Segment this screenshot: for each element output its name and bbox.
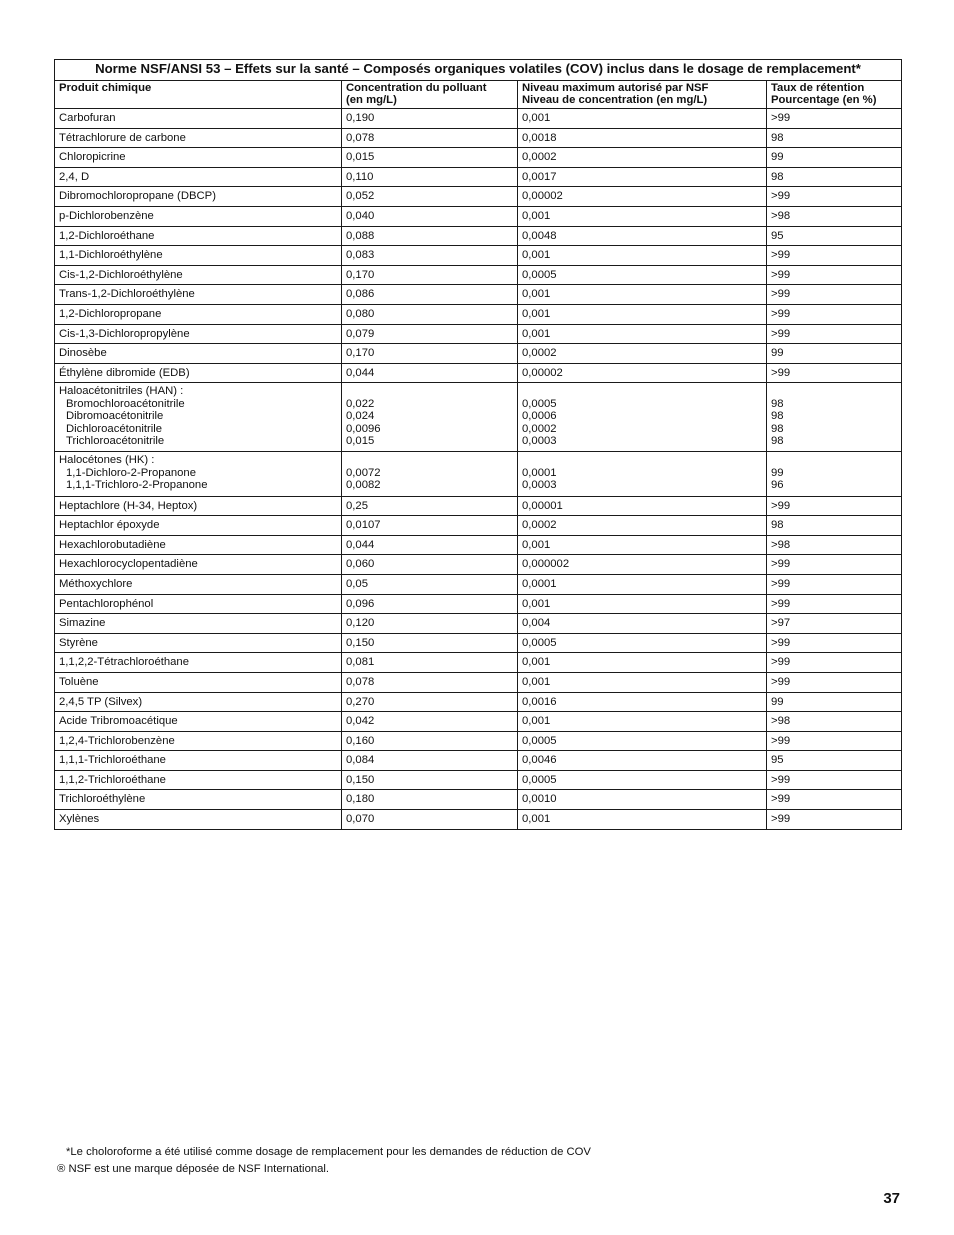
max-allowed-level: 0,0016 [518,692,767,712]
column-header-line: Produit chimique [59,82,152,94]
contaminant-concentration: 0,078 [342,128,518,148]
group-item-name: 1,1,1-Trichloro-2-Propanone [66,479,208,492]
max-allowed-level: 0,0002 [518,344,767,364]
group-item-name: Dibromoacétonitrile [66,410,164,423]
contaminant-concentration: 0,086 [342,285,518,305]
table-row [55,790,902,810]
footnotes [57,1144,591,1177]
chemical-name: 1,1-Dichloroéthylène [55,246,342,266]
contaminant-concentration: 0,0082 [346,479,381,492]
chemical-name: Toluène [55,672,342,692]
contaminant-concentration: 0,079 [342,324,518,344]
chemical-name: Hexachlorobutadiène [55,535,342,555]
reduction-percent: >99 [767,810,902,830]
group-item-name: Bromochloroacétonitrile [66,397,185,410]
max-allowed-level: 0,001 [518,304,767,324]
group-item-name: Dichloroacétonitrile [66,422,163,435]
reduction-percent: >99 [767,555,902,575]
table-row [55,653,902,673]
reduction-percent: 98 [767,516,902,536]
table-header-row [55,81,902,109]
contaminant-concentration: 0,25 [342,496,518,516]
column-header-line: Niveau maximum autorisé par NSF [522,82,709,94]
reduction-percent: >99 [767,672,902,692]
reduction-percent: 99 [767,692,902,712]
table-row [55,363,902,383]
reduction-percent: >99 [767,187,902,207]
chemical-name: 2,4,5 TP (Silvex) [55,692,342,712]
table-row [55,633,902,653]
max-allowed-level: 0,001 [518,712,767,732]
contaminant-concentration: 0,190 [342,109,518,129]
reduction-percent: 95 [767,751,902,771]
reduction-percent: >99 [767,265,902,285]
chemical-name: Simazine [55,614,342,634]
blank-line [522,385,762,397]
chemical-name: Éthylène dibromide (EDB) [55,363,342,383]
reduction-percent: >98 [767,712,902,732]
group-item-name: Trichloroacétonitrile [66,434,165,447]
max-allowed-level: 0,001 [518,672,767,692]
reduction-percent: >99 [767,574,902,594]
reduction-percent: >99 [767,304,902,324]
contaminant-concentration: 0,070 [342,810,518,830]
chemical-name: 1,1,2-Trichloroéthane [55,770,342,790]
reduction-percent: >99 [767,633,902,653]
contaminant-concentration: 0,015 [342,148,518,168]
table-row [55,810,902,830]
table-row [55,672,902,692]
chemical-name: Carbofuran [55,109,342,129]
chemical-name: Pentachlorophénol [55,594,342,614]
reduction-percent: >99 [767,285,902,305]
reduction-percent: 99 [771,466,784,479]
max-allowed-level: 0,0005 [518,731,767,751]
reduction-percent: >99 [767,109,902,129]
chemical-name: 1,1,1-Trichloroéthane [55,751,342,771]
blank-line [346,385,513,397]
reduction-percent: 95 [767,226,902,246]
contaminant-concentration: 0,160 [342,731,518,751]
max-allowed-level: 0,0017 [518,167,767,187]
column-header-line: Niveau de concentration (en mg/L) [522,94,708,106]
reduction-percent: >97 [767,614,902,634]
chemical-name: Méthoxychlore [55,574,342,594]
contaminant-concentration: 0,024 [346,410,375,423]
table-row [55,304,902,324]
table-row [55,167,902,187]
max-allowed-level: 0,0001 [522,466,557,479]
table-row [55,206,902,226]
max-allowed-level: 0,001 [518,206,767,226]
contaminant-concentration: 0,170 [342,344,518,364]
reduction-percent-cell [767,383,902,452]
reduction-percent: >98 [767,206,902,226]
table-row [55,594,902,614]
table-row [55,344,902,364]
contaminant-concentration: 0,052 [342,187,518,207]
column-header-line: Taux de rétention [771,82,865,94]
max-allowed-level: 0,000002 [518,555,767,575]
reduction-percent: 99 [767,148,902,168]
max-allowed-level: 0,0003 [522,479,557,492]
chemical-name: Tétrachlorure de carbone [55,128,342,148]
reduction-percent: >99 [767,363,902,383]
footnote-voc-surrogate: *Le choloroforme a été utilisé comme dosage de remplacement pour les demandes de réduction de COV [66,1146,591,1158]
group-item-name: 1,1-Dichloro-2-Propanone [66,466,196,479]
contaminant-concentration: 0,044 [342,363,518,383]
chemical-name: Cis-1,3-Dichloropropylène [55,324,342,344]
max-allowed-level-cell [518,452,767,496]
contaminant-concentration: 0,015 [346,434,375,447]
table-row [55,751,902,771]
blank-line [771,454,897,466]
max-allowed-level: 0,00002 [518,363,767,383]
group-label: Halocétones (HK) : [59,454,155,467]
reduction-percent: >99 [767,246,902,266]
contaminant-concentration: 0,170 [342,265,518,285]
chemical-name: Acide Tribromoacétique [55,712,342,732]
table-row [55,496,902,516]
column-header [767,81,902,109]
blank-line [522,454,762,466]
contaminant-concentration: 0,060 [342,555,518,575]
max-allowed-level: 0,0002 [518,516,767,536]
max-allowed-level: 0,00002 [518,187,767,207]
chemical-name: 2,4, D [55,167,342,187]
table-body [55,109,902,830]
max-allowed-level-cell [518,383,767,452]
chemical-name: Dibromochloropropane (DBCP) [55,187,342,207]
max-allowed-level: 0,0003 [522,434,557,447]
reduction-percent: >99 [767,770,902,790]
max-allowed-level: 0,001 [518,810,767,830]
contaminant-concentration: 0,044 [342,535,518,555]
chemical-name-cell [55,383,342,452]
max-allowed-level: 0,0001 [518,574,767,594]
reduction-percent: >99 [767,496,902,516]
contaminant-concentration: 0,084 [342,751,518,771]
max-allowed-level: 0,0006 [522,410,557,423]
chemical-name: Hexachlorocyclopentadiène [55,555,342,575]
table-row [55,535,902,555]
max-allowed-level: 0,001 [518,246,767,266]
reduction-percent: 98 [767,167,902,187]
table-row [55,574,902,594]
table-row [55,614,902,634]
contaminant-concentration: 0,083 [342,246,518,266]
chemical-name: Trans-1,2-Dichloroéthylène [55,285,342,305]
contaminant-concentration: 0,150 [342,633,518,653]
reduction-percent: 98 [771,422,784,435]
chemical-name: Dinosèbe [55,344,342,364]
max-allowed-level: 0,0005 [518,265,767,285]
contaminant-table [54,59,902,830]
table-row [55,187,902,207]
contaminant-concentration: 0,0107 [342,516,518,536]
column-header [342,81,518,109]
table-row [55,226,902,246]
chemical-name: Trichloroéthylène [55,790,342,810]
max-allowed-level: 0,0046 [518,751,767,771]
table-row [55,516,902,536]
max-allowed-level: 0,0005 [522,397,557,410]
reduction-percent: >99 [767,790,902,810]
max-allowed-level: 0,0002 [522,422,557,435]
table-group-row [55,383,902,452]
blank-line [771,385,897,397]
table-row [55,770,902,790]
contaminant-concentration: 0,080 [342,304,518,324]
column-header-line: Pourcentage (en %) [771,94,877,106]
table-group-row [55,452,902,496]
contaminant-concentration: 0,081 [342,653,518,673]
table-row [55,246,902,266]
reduction-percent: 98 [767,128,902,148]
max-allowed-level: 0,001 [518,594,767,614]
reduction-percent: >99 [767,594,902,614]
contaminant-concentration: 0,120 [342,614,518,634]
chemical-name: 1,2-Dichloroéthane [55,226,342,246]
contaminant-concentration-cell [342,383,518,452]
column-header-line: (en mg/L) [346,94,397,106]
footnote-trademark: ® NSF est une marque déposée de NSF International. [57,1162,330,1175]
max-allowed-level: 0,001 [518,653,767,673]
chemical-name: Heptachlore (H-34, Heptox) [55,496,342,516]
chemical-name: 1,2,4-Trichlorobenzène [55,731,342,751]
chemical-name: Chloropicrine [55,148,342,168]
column-header [55,81,342,109]
contaminant-concentration: 0,0072 [346,466,381,479]
table-row [55,692,902,712]
chemical-name: Cis-1,2-Dichloroéthylène [55,265,342,285]
blank-line [346,454,513,466]
contaminant-concentration: 0,150 [342,770,518,790]
reduction-percent: 98 [771,434,784,447]
reduction-percent: 99 [767,344,902,364]
reduction-percent: 98 [771,397,784,410]
page-number: 37 [883,1190,900,1207]
table-row [55,324,902,344]
column-header [518,81,767,109]
contaminant-concentration-cell [342,452,518,496]
contaminant-concentration: 0,180 [342,790,518,810]
table-row [55,109,902,129]
reduction-percent: 98 [771,410,784,423]
chemical-name: Styrène [55,633,342,653]
max-allowed-level: 0,0005 [518,770,767,790]
chemical-name: 1,1,2,2-Tétrachloroéthane [55,653,342,673]
contaminant-concentration: 0,05 [342,574,518,594]
table-title: Norme NSF/ANSI 53 – Effets sur la santé – Composés organiques volatiles (COV) inclus dans le dosage de remplacement* [55,60,902,81]
reduction-percent-cell [767,452,902,496]
table-row [55,148,902,168]
contaminant-concentration: 0,022 [346,397,375,410]
max-allowed-level: 0,001 [518,535,767,555]
max-allowed-level: 0,0018 [518,128,767,148]
max-allowed-level: 0,0005 [518,633,767,653]
reduction-percent: >99 [767,653,902,673]
table-row [55,712,902,732]
group-label: Haloacétonitriles (HAN) : [59,385,184,398]
reduction-percent: >99 [767,731,902,751]
table-row [55,285,902,305]
reduction-percent: >98 [767,535,902,555]
chemical-name: Xylènes [55,810,342,830]
table-row [55,128,902,148]
max-allowed-level: 0,00001 [518,496,767,516]
chemical-name: Heptachlor époxyde [55,516,342,536]
max-allowed-level: 0,0002 [518,148,767,168]
table-row [55,555,902,575]
contaminant-concentration: 0,088 [342,226,518,246]
max-allowed-level: 0,004 [518,614,767,634]
table-row [55,731,902,751]
max-allowed-level: 0,0010 [518,790,767,810]
max-allowed-level: 0,001 [518,324,767,344]
contaminant-concentration: 0,042 [342,712,518,732]
max-allowed-level: 0,001 [518,109,767,129]
max-allowed-level: 0,0048 [518,226,767,246]
max-allowed-level: 0,001 [518,285,767,305]
contaminant-concentration: 0,078 [342,672,518,692]
contaminant-concentration: 0,040 [342,206,518,226]
reduction-percent: >99 [767,324,902,344]
table-row [55,265,902,285]
chemical-name-cell [55,452,342,496]
chemical-name: p-Dichlorobenzène [55,206,342,226]
contaminant-concentration: 0,270 [342,692,518,712]
contaminant-concentration: 0,110 [342,167,518,187]
contaminant-concentration: 0,0096 [346,422,381,435]
column-header-line: Concentration du polluant [346,82,487,94]
reduction-percent: 96 [771,479,784,492]
chemical-name: 1,2-Dichloropropane [55,304,342,324]
contaminant-concentration: 0,096 [342,594,518,614]
